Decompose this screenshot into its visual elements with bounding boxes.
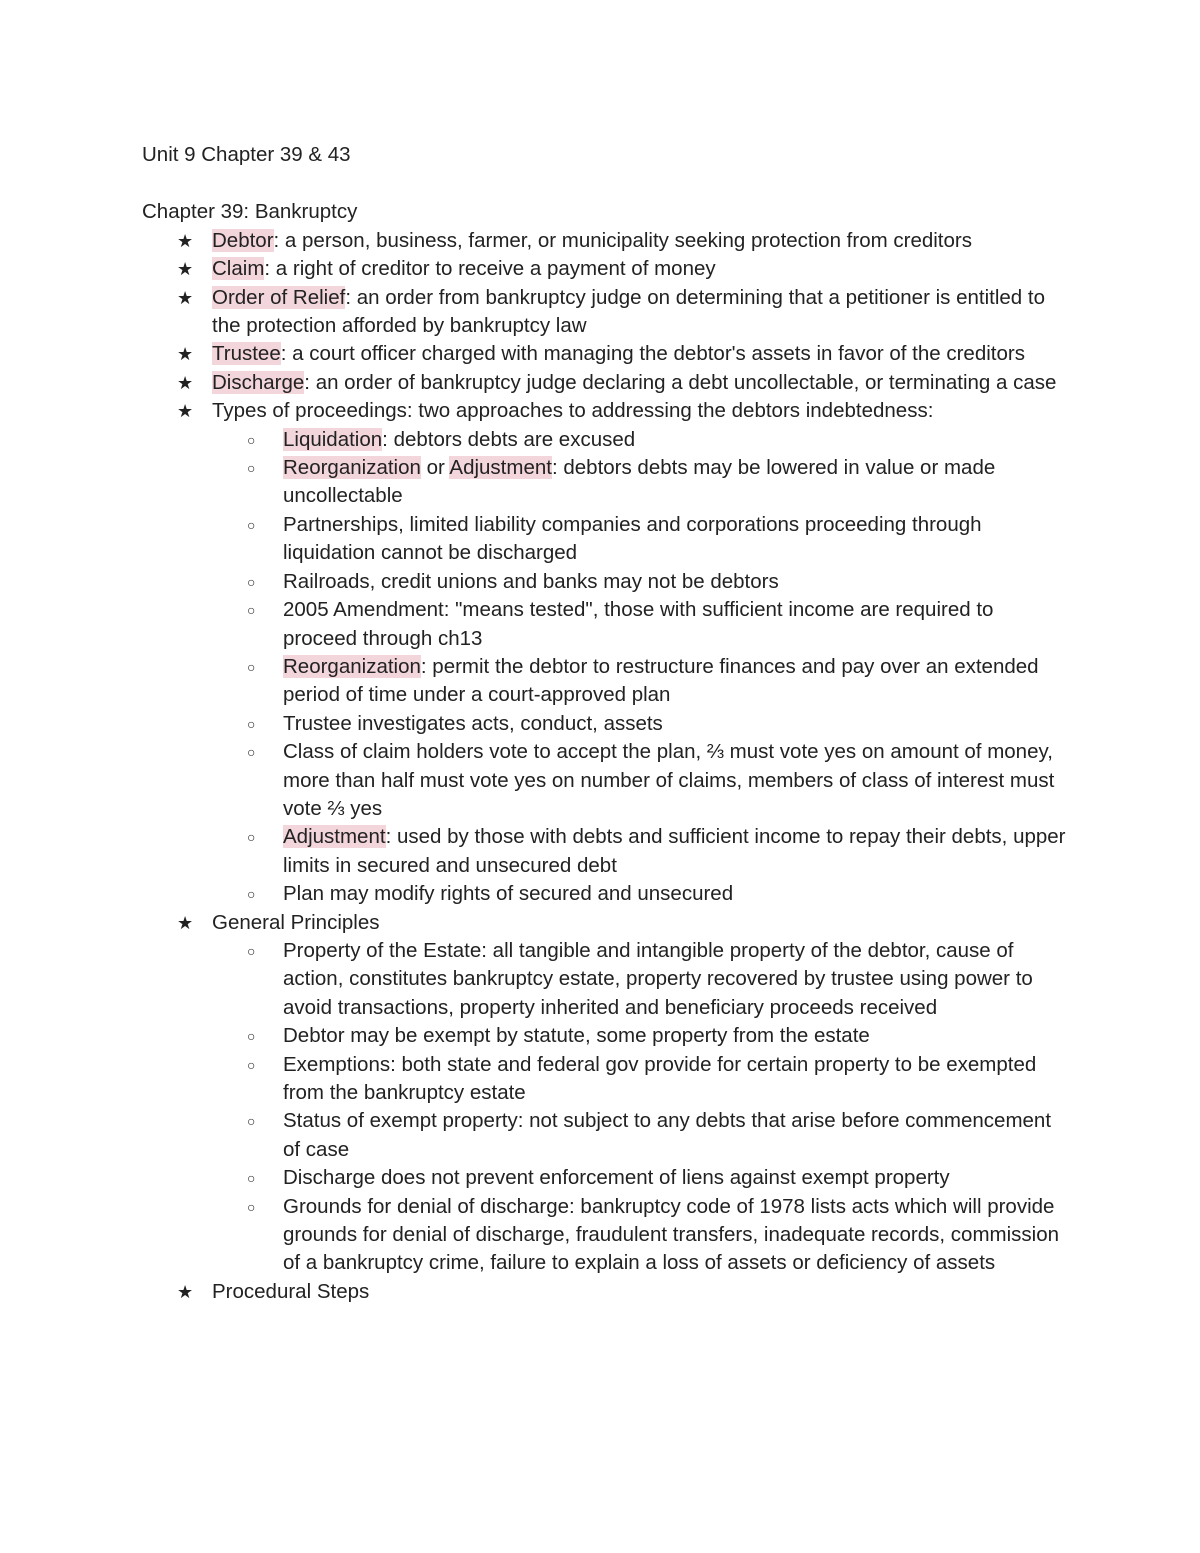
list-item (142, 909, 1072, 937)
circle-bullet-icon: ○ (247, 431, 256, 448)
sub-list-item (142, 1164, 1072, 1192)
sub-list-item (142, 710, 1072, 738)
item-text: : a right of creditor to receive a payment of money (264, 257, 716, 281)
star-bullet-icon: ★ (177, 230, 194, 251)
item-text: Plan may modify rights of secured and unsecured (283, 882, 734, 906)
item-text: : a court officer charged with managing the debtor's assets in favor of the creditors (280, 342, 1025, 366)
document-title: Unit 9 Chapter 39 & 43 (142, 143, 351, 166)
item-text: : permit the debtor to restructure finances and pay over an extended period of time under a court-approved plan (283, 654, 1039, 707)
circle-bullet-icon: ○ (247, 715, 256, 732)
item-text: : debtors debts are excused (382, 427, 636, 451)
list-item (142, 255, 1072, 283)
highlighted-term: Reorganization (283, 456, 421, 480)
item-text: Railroads, credit unions and banks may not be debtors (283, 569, 779, 593)
circle-bullet-icon: ○ (247, 1056, 256, 1073)
item-text: Trustee investigates acts, conduct, assets (283, 711, 663, 735)
item-text: Partnerships, limited liability companies and corporations proceeding through liquidation cannot be discharged (283, 512, 982, 565)
sub-list-item (142, 937, 1072, 1022)
item-text: : an order from bankruptcy judge on determining that a petitioner is entitled to the protection afforded by bankruptcy law (212, 285, 1045, 338)
highlighted-term: Adjustment (283, 825, 386, 849)
list-item (142, 340, 1072, 368)
item-text: : used by those with debts and sufficient income to repay their debts, upper limits in secured and unsecured debt (283, 825, 1066, 877)
sub-list-item (142, 426, 1072, 454)
list-item (142, 284, 1072, 341)
list-item (142, 397, 1072, 425)
highlighted-term: Adjustment (449, 456, 552, 480)
star-bullet-icon: ★ (177, 372, 194, 393)
notes-list (142, 227, 1072, 1306)
star-bullet-icon: ★ (177, 401, 194, 422)
circle-bullet-icon: ○ (247, 460, 256, 477)
sub-list-item (142, 653, 1072, 710)
blank-line (142, 169, 1072, 198)
circle-bullet-icon: ○ (247, 744, 256, 761)
chapter-heading: Chapter 39: Bankruptcy (142, 200, 358, 224)
item-text: : debtors debts may be lowered in value or made uncollectable (283, 456, 996, 508)
item-text: 2005 Amendment: "means tested", those with sufficient income are required to proceed through ch13 (283, 598, 994, 650)
item-text: Discharge does not prevent enforcement of liens against exempt property (283, 1166, 950, 1190)
list-item (142, 227, 1072, 255)
sub-list-item (142, 568, 1072, 596)
star-bullet-icon: ★ (177, 912, 194, 933)
circle-bullet-icon: ○ (247, 1028, 256, 1045)
item-text: Grounds for denial of discharge: bankruptcy code of 1978 lists acts which will provide grounds for denial of discharge, fraudulent transfers, inadequate records, commission of a bankruptcy crime, failure to explain a loss of assets or deficiency of assets (283, 1194, 1060, 1275)
item-text: Debtor may be exempt by statute, some property from the estate (283, 1024, 870, 1048)
sub-list-item (142, 454, 1072, 511)
item-text: General Principles (212, 910, 380, 934)
sub-list-item (142, 880, 1072, 908)
sub-list-item (142, 738, 1072, 823)
sub-list-item (142, 1193, 1072, 1278)
circle-bullet-icon: ○ (247, 602, 256, 619)
item-text: : a person, business, farmer, or municipality seeking protection from creditors (273, 228, 972, 252)
sub-list-item (142, 1051, 1072, 1108)
star-bullet-icon: ★ (177, 259, 194, 280)
circle-bullet-icon: ○ (247, 1198, 256, 1215)
item-text: Procedural Steps (212, 1279, 370, 1303)
highlighted-term: Trustee (212, 342, 281, 366)
list-item (142, 369, 1072, 397)
item-text: Types of proceedings: two approaches to addressing the debtors indebtedness: (212, 399, 934, 423)
circle-bullet-icon: ○ (247, 1170, 256, 1187)
star-bullet-icon: ★ (177, 1281, 194, 1302)
sub-list-item (142, 1107, 1072, 1164)
circle-bullet-icon: ○ (247, 829, 256, 846)
circle-bullet-icon: ○ (247, 1113, 256, 1130)
item-text: Class of claim holders vote to accept the plan, ⅔ must vote yes on amount of money, more than half must vote yes on number of claims, members of class of interest must vote ⅔ yes (283, 740, 1055, 820)
sub-list-item (142, 823, 1072, 880)
highlighted-term: Liquidation (283, 427, 383, 451)
circle-bullet-icon: ○ (247, 942, 256, 959)
circle-bullet-icon: ○ (247, 886, 256, 903)
circle-bullet-icon: ○ (247, 516, 256, 533)
item-text: : an order of bankruptcy judge declaring a debt uncollectable, or terminating a case (304, 370, 1057, 394)
circle-bullet-icon: ○ (247, 658, 256, 675)
highlighted-term: Discharge (212, 370, 305, 394)
highlighted-term: Order of Relief (212, 285, 346, 309)
item-text: Exemptions: both state and federal gov provide for certain property to be exempted from the bankruptcy estate (283, 1052, 1037, 1104)
star-bullet-icon: ★ (177, 344, 194, 365)
highlighted-term: Claim (212, 257, 265, 281)
item-text: Status of exempt property: not subject to any debts that arise before commencement of case (283, 1109, 1052, 1161)
connector-text: or (420, 456, 450, 480)
highlighted-term: Debtor (212, 228, 274, 252)
sub-list-item (142, 511, 1072, 568)
sub-list-item (142, 1022, 1072, 1050)
sub-list-item (142, 596, 1072, 653)
list-item (142, 1278, 1072, 1306)
document-body (142, 141, 1072, 1306)
highlighted-term: Reorganization (283, 654, 421, 678)
item-text: Property of the Estate: all tangible and intangible property of the debtor, cause of action, constitutes bankruptcy estate, property recovered by trustee using power to avoid transactions, property inherited and beneficiary proceeds received (283, 938, 1033, 1019)
star-bullet-icon: ★ (177, 287, 194, 308)
circle-bullet-icon: ○ (247, 573, 256, 590)
